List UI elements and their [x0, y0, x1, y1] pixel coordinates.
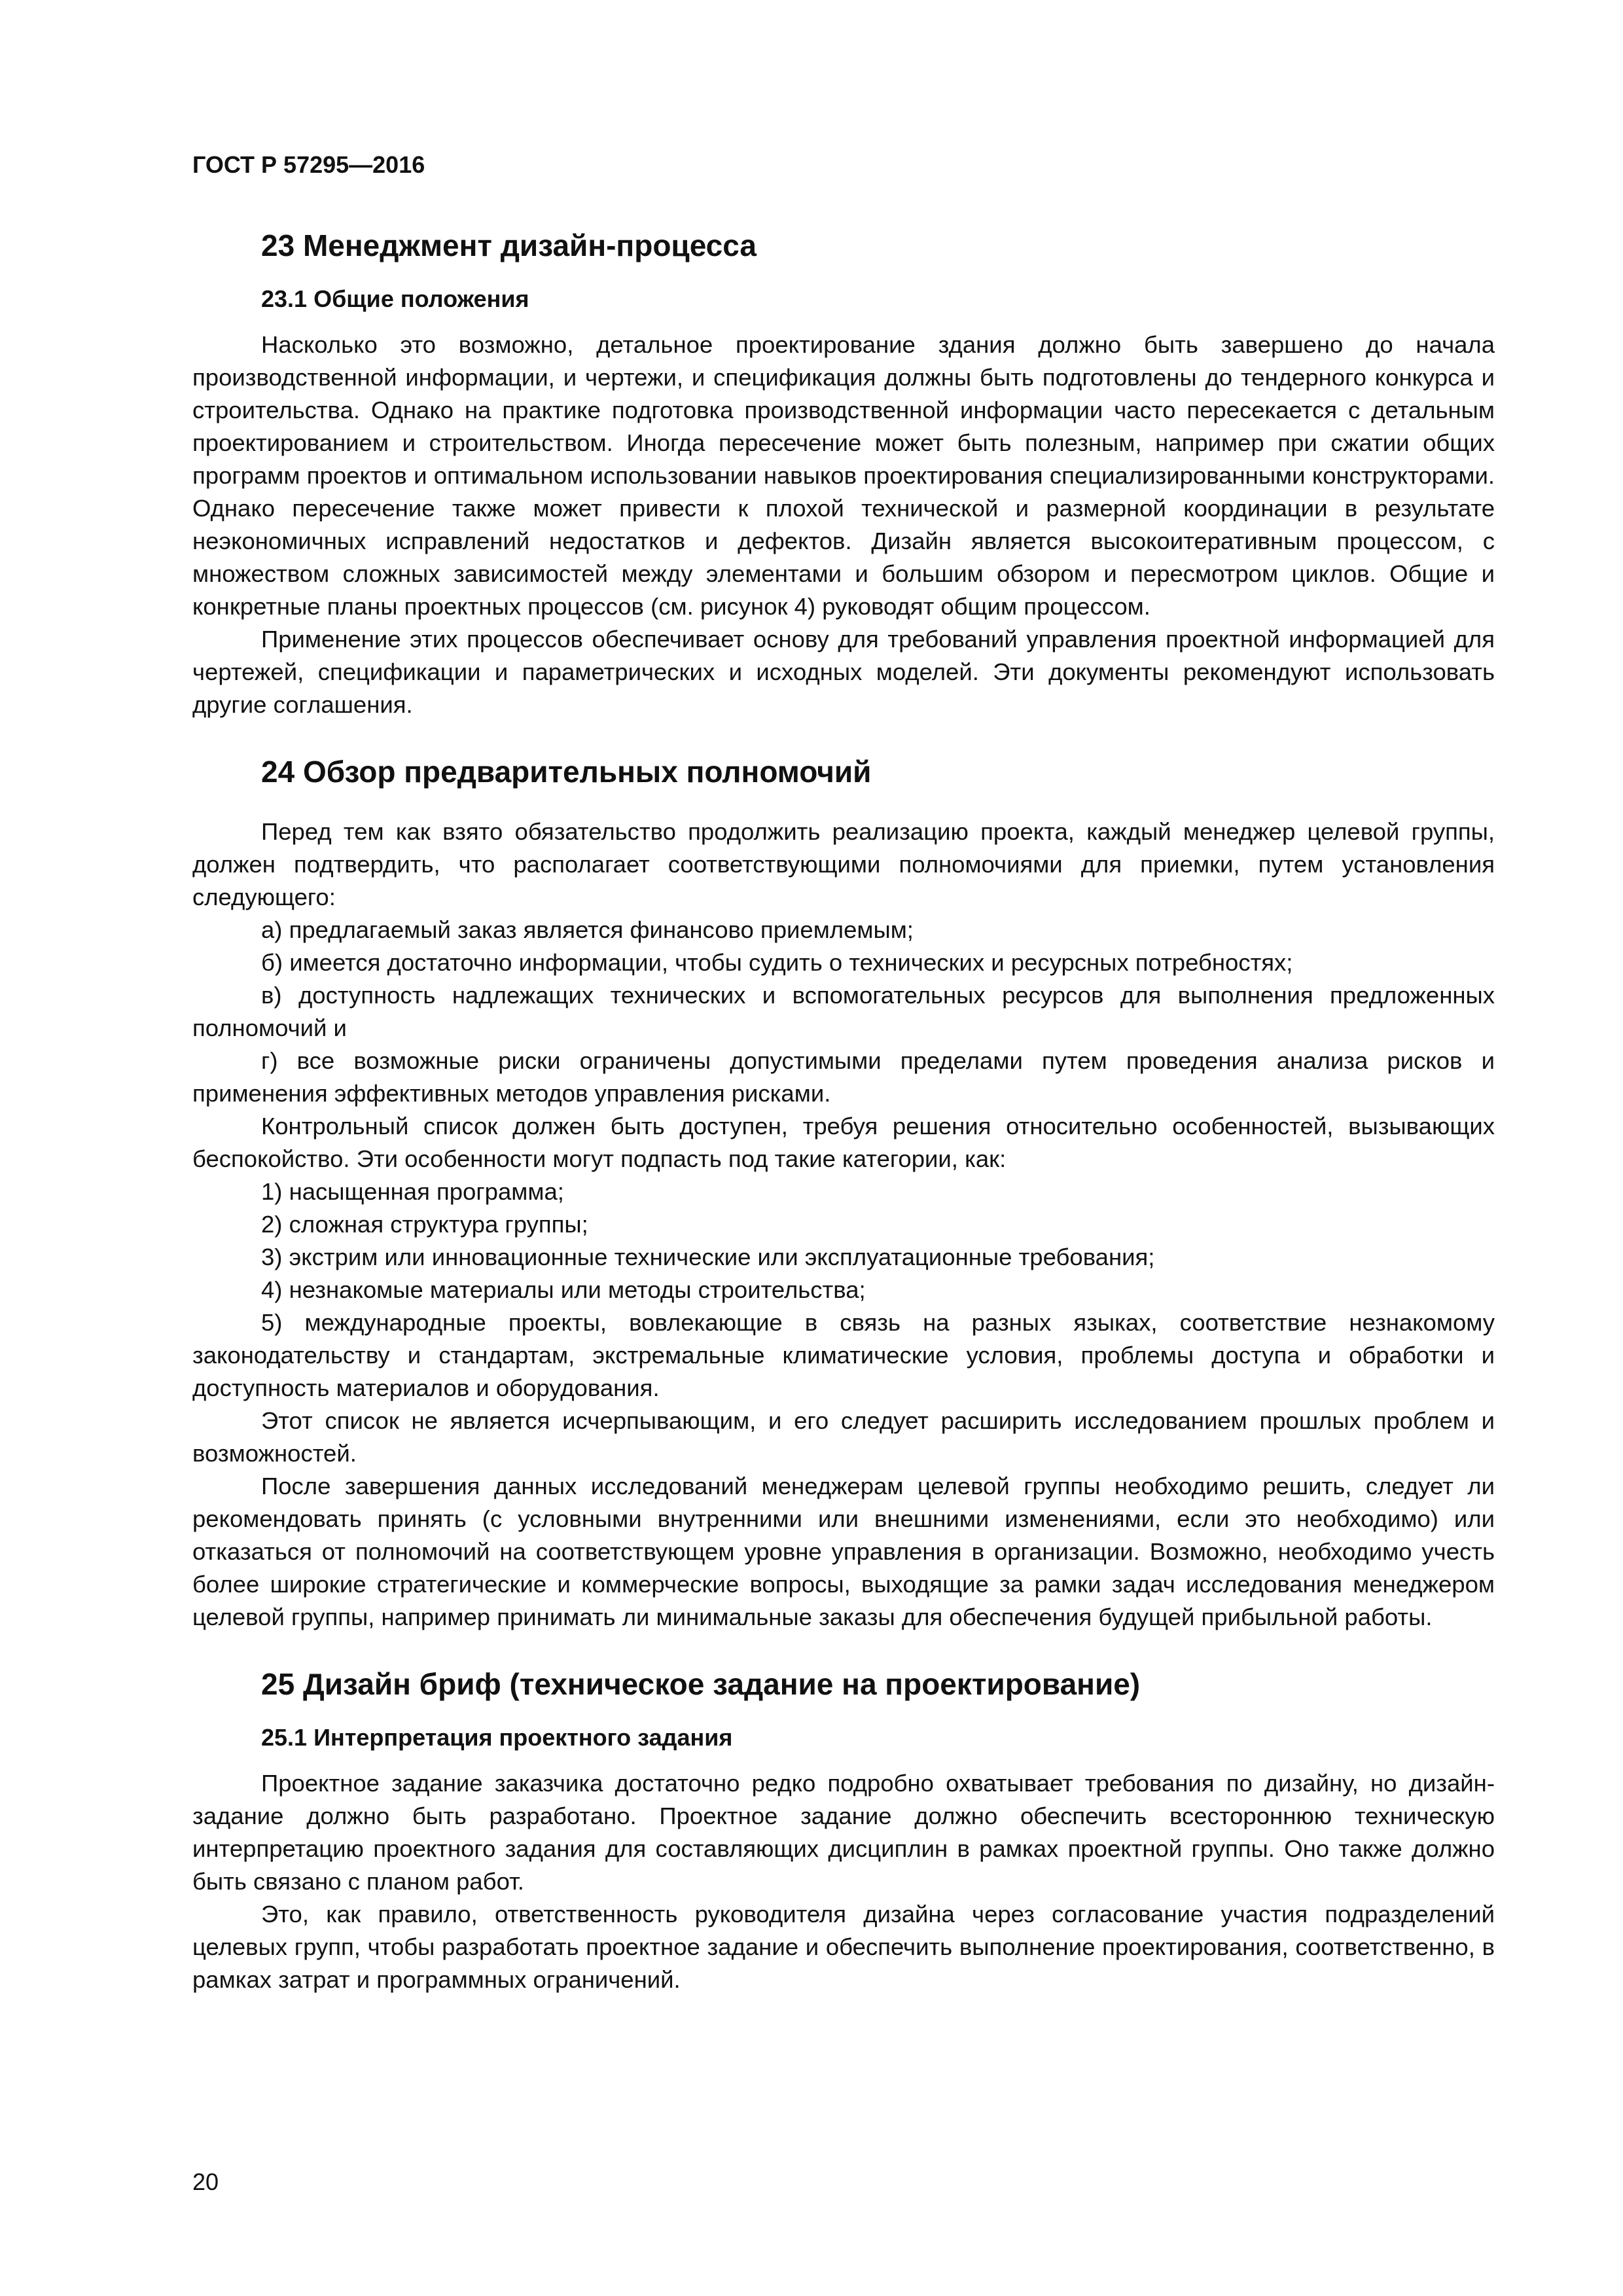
list-item: б) имеется достаточно информации, чтобы судить о технических и ресурсных потребностях;	[261, 949, 1293, 976]
paragraph: Это, как правило, ответственность руководителя дизайна через согласование участия подразделений целевых групп, чтобы разработать проектное задание и обеспечить выполнение проектирования, соответственно, в рамках затрат и программных ограничений.	[192, 1901, 1495, 1993]
list-item: в) доступность надлежащих технических и вспомогательных ресурсов для выполнения предложенных полномочий и	[192, 982, 1495, 1041]
paragraph: Насколько это возможно, детальное проектирование здания должно быть завершено до начала производственной информации, и чертежи, и спецификация должны быть подготовлены до тендерного конкурса и строительства. Однако на практике подготовка производственной информации часто пересекается с детальным проектированием и строительством. Иногда пересечение может быть полезным, например при сжатии общих программ проектов и оптимальном использовании навыков проектирования специализированными конструкторами. Однако пересечение также может привести к плохой технической и размерной координации в результате неэкономичных исправлений недостатков и дефектов. Дизайн является высокоитеративным процессом, с множеством сложных зависимостей между элементами и большим обзором и пересмотром циклов. Общие и конкретные планы проектных процессов (см. рисунок 4) руководят общим процессом.	[192, 331, 1495, 620]
paragraph: Применение этих процессов обеспечивает основу для требований управления проектной информацией для чертежей, спецификации и параметрических и исходных моделей. Эти документы рекомендуют использовать другие соглашения.	[192, 626, 1495, 718]
paragraph: Этот список не является исчерпывающим, и его следует расширить исследованием прошлых проблем и возможностей.	[192, 1407, 1495, 1467]
subsection-23-1-title: 23.1 Общие положения	[261, 285, 529, 312]
list-item: а) предлагаемый заказ является финансово приемлемым;	[261, 916, 914, 943]
list-item: 5) международные проекты, вовлекающие в связь на разных языках, соответствие незнакомому законодательству и стандартам, экстремальные климатические условия, проблемы доступа и обработки и доступность материалов и оборудования.	[192, 1309, 1495, 1401]
document-code: ГОСТ Р 57295—2016	[192, 151, 425, 178]
document-page	[192, 149, 1495, 1996]
list-item: г) все возможные риски ограничены допустимыми пределами путем проведения анализа рисков и применения эффективных методов управления рисками.	[192, 1047, 1495, 1107]
subsection-25-1-title: 25.1 Интерпретация проектного задания	[261, 1724, 733, 1751]
section-24-title: 24 Обзор предварительных полномочий	[261, 755, 872, 789]
list-item: 2) сложная структура группы;	[261, 1211, 588, 1238]
list-item: 3) экстрим или инновационные технические или эксплуатационные требования;	[261, 1244, 1155, 1270]
paragraph: Перед тем как взято обязательство продолжить реализацию проекта, каждый менеджер целевой группы, должен подтвердить, что располагает соответствующими полномочиями для приемки, путем установления следующего:	[192, 818, 1495, 910]
list-item: 1) насыщенная программа;	[261, 1178, 564, 1205]
section-23-title: 23 Менеджмент дизайн-процесса	[261, 228, 757, 262]
list-item: 4) незнакомые материалы или методы строительства;	[261, 1276, 866, 1303]
paragraph: Проектное задание заказчика достаточно редко подробно охватывает требования по дизайну, но дизайн-задание должно быть разработано. Проектное задание должно обеспечить всестороннюю техническую интерпретацию проектного задания для составляющих дисциплин в рамках проектной группы. Оно также должно быть связано с планом работ.	[192, 1770, 1495, 1895]
page-number: 20	[192, 2168, 219, 2195]
paragraph: После завершения данных исследований менеджерам целевой группы необходимо решить, следует ли рекомендовать принять (с условными внутренними или внешними изменениями, если это необходимо) или отказаться от полномочий на соответствующем уровне управления в организации. Возможно, необходимо учесть более широкие стратегические и коммерческие вопросы, выходящие за рамки задач исследования менеджером целевой группы, например принимать ли минимальные заказы для обеспечения будущей прибыльной работы.	[192, 1473, 1495, 1630]
paragraph: Контрольный список должен быть доступен, требуя решения относительно особенностей, вызывающих беспокойство. Эти особенности могут подпасть под такие категории, как:	[192, 1113, 1495, 1172]
section-25-title: 25 Дизайн бриф (техническое задание на проектирование)	[261, 1667, 1141, 1701]
